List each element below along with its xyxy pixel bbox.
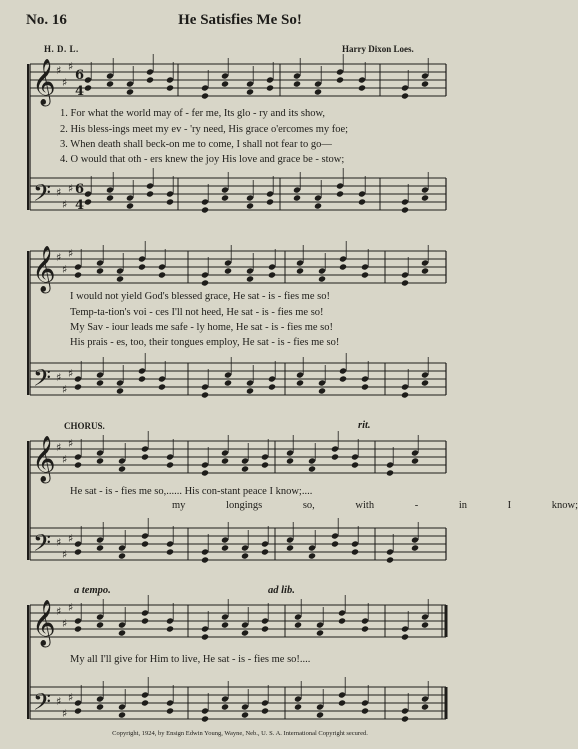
note-head xyxy=(201,469,209,476)
note-head xyxy=(166,198,174,205)
note-head xyxy=(246,275,254,282)
note-head xyxy=(318,275,326,282)
chorus-line-1-lower: my longings so, with - in I know; xyxy=(172,500,578,511)
sharp-sign: ♯ xyxy=(68,691,74,704)
note-head xyxy=(331,453,339,460)
note-head xyxy=(166,461,174,468)
treble-clef: 𝄞 xyxy=(32,246,56,292)
note-head xyxy=(84,84,92,91)
note-head xyxy=(316,711,324,718)
sharp-sign: ♯ xyxy=(68,60,74,73)
verse-line-2: 2. His bless-ings meet my ev - 'ry need, His grace o'ercomes my foe; xyxy=(60,124,349,135)
note-head xyxy=(74,625,82,632)
note-head xyxy=(361,383,369,390)
note-head xyxy=(201,556,209,563)
note-head xyxy=(96,544,104,551)
note-head xyxy=(74,271,82,278)
note-head xyxy=(361,707,369,714)
note-head xyxy=(336,190,344,197)
note-head xyxy=(246,88,254,95)
note-head xyxy=(338,699,346,706)
note-head xyxy=(339,375,347,382)
note-head xyxy=(318,387,326,394)
sharp-sign: ♯ xyxy=(56,186,62,199)
note-head xyxy=(421,194,429,201)
note-head xyxy=(241,465,249,472)
note-head xyxy=(421,703,429,710)
note-head xyxy=(401,633,409,640)
note-head xyxy=(221,544,229,551)
sharp-sign: ♯ xyxy=(68,601,74,614)
note-head xyxy=(116,275,124,282)
note-head xyxy=(401,391,409,398)
note-head xyxy=(358,198,366,205)
treble-clef: 𝄞 xyxy=(32,436,56,482)
note-head xyxy=(421,379,429,386)
note-head xyxy=(141,617,149,624)
note-head xyxy=(201,206,209,213)
note-head xyxy=(141,699,149,706)
chorus-line-1: He sat - is - fies me so,...... His con-stant peace I know;.... xyxy=(70,486,313,497)
note-head xyxy=(106,194,114,201)
hymn-number: No. 16 xyxy=(26,12,67,28)
note-head xyxy=(361,271,369,278)
note-head xyxy=(308,552,316,559)
note-head xyxy=(74,707,82,714)
note-head xyxy=(361,625,369,632)
note-head xyxy=(84,198,92,205)
time-signature: 6 xyxy=(75,182,85,197)
note-head xyxy=(74,548,82,555)
note-head xyxy=(146,76,154,83)
note-head xyxy=(141,453,149,460)
note-head xyxy=(286,457,294,464)
note-head xyxy=(201,633,209,640)
note-head xyxy=(221,621,229,628)
bass-clef: 𝄢 xyxy=(33,179,52,212)
note-head xyxy=(138,263,146,270)
copyright-notice: Copyright, 1924, by Ensign Edwin Young, Wayne, Neb., U. S. A. International Copyright secured. xyxy=(112,730,368,737)
note-head xyxy=(118,711,126,718)
refrain-line-2: Temp-ta-tion's voi - ces I'll not heed, He sat - is - fies me so! xyxy=(70,307,324,318)
rit-marking: rit. xyxy=(358,420,371,431)
sharp-sign: ♯ xyxy=(62,198,68,211)
note-head xyxy=(74,461,82,468)
note-head xyxy=(96,621,104,628)
time-signature: 6 xyxy=(75,68,85,83)
sharp-sign: ♯ xyxy=(62,453,68,466)
sharp-sign: ♯ xyxy=(68,367,74,380)
sharp-sign: ♯ xyxy=(56,536,62,549)
note-head xyxy=(293,80,301,87)
verse-line-4: 4. O would that oth - ers knew the joy His love and grace be - stow; xyxy=(60,154,345,165)
sharp-sign: ♯ xyxy=(56,695,62,708)
note-head xyxy=(166,84,174,91)
note-head xyxy=(116,387,124,394)
note-head xyxy=(351,548,359,555)
note-head xyxy=(166,707,174,714)
note-head xyxy=(316,629,324,636)
note-head xyxy=(158,383,166,390)
note-head xyxy=(221,80,229,87)
note-head xyxy=(221,703,229,710)
note-head xyxy=(266,84,274,91)
note-head xyxy=(293,194,301,201)
note-head xyxy=(286,544,294,551)
treble-clef: 𝄞 xyxy=(32,59,56,105)
sharp-sign: ♯ xyxy=(62,383,68,396)
note-head xyxy=(261,707,269,714)
note-head xyxy=(314,202,322,209)
note-head xyxy=(268,271,276,278)
note-head xyxy=(386,469,394,476)
sharp-sign: ♯ xyxy=(62,707,68,720)
bass-clef: 𝄢 xyxy=(33,688,52,721)
sharp-sign: ♯ xyxy=(56,441,62,454)
note-head xyxy=(158,271,166,278)
note-head xyxy=(386,556,394,563)
note-head xyxy=(118,629,126,636)
note-head xyxy=(268,383,276,390)
note-head xyxy=(421,267,429,274)
note-head xyxy=(106,80,114,87)
lyricist: H. D. L. xyxy=(44,44,79,54)
note-head xyxy=(96,267,104,274)
note-head xyxy=(201,92,209,99)
sharp-sign: ♯ xyxy=(62,76,68,89)
sharp-sign: ♯ xyxy=(68,532,74,545)
note-head xyxy=(411,457,419,464)
bass-clef: 𝄢 xyxy=(33,529,52,562)
note-head xyxy=(339,263,347,270)
sharp-sign: ♯ xyxy=(68,437,74,450)
note-head xyxy=(358,84,366,91)
note-head xyxy=(331,540,339,547)
note-head xyxy=(314,88,322,95)
sharp-sign: ♯ xyxy=(56,251,62,264)
chorus-line-2: My all I'll give for Him to live, He sat - is - fies me so!.... xyxy=(70,654,311,665)
note-head xyxy=(351,461,359,468)
note-head xyxy=(241,629,249,636)
note-head xyxy=(224,379,232,386)
note-head xyxy=(241,711,249,718)
time-signature: 4 xyxy=(75,198,85,213)
note-head xyxy=(96,457,104,464)
time-signature: 4 xyxy=(75,84,85,99)
sharp-sign: ♯ xyxy=(62,617,68,630)
note-head xyxy=(246,202,254,209)
note-head xyxy=(401,279,409,286)
sharp-sign: ♯ xyxy=(68,182,74,195)
note-head xyxy=(96,379,104,386)
chorus-label: CHORUS. xyxy=(64,421,105,431)
note-head xyxy=(201,279,209,286)
refrain-line-1: I would not yield God's blessed grace, He sat - is - fies me so! xyxy=(70,291,330,302)
note-head xyxy=(338,617,346,624)
note-head xyxy=(224,267,232,274)
sharp-sign: ♯ xyxy=(56,64,62,77)
note-head xyxy=(96,703,104,710)
note-head xyxy=(401,206,409,213)
sharp-sign: ♯ xyxy=(62,263,68,276)
hymn-title: He Satisfies Me So! xyxy=(178,12,302,28)
note-head xyxy=(201,715,209,722)
verse-line-1: 1. For what the world may of - fer me, Its glo - ry and its show, xyxy=(60,108,325,119)
a-tempo-marking: a tempo. xyxy=(74,585,111,596)
note-head xyxy=(126,88,134,95)
refrain-line-4: His prais - es, too, their tongues employ, He sat - is - fies me so! xyxy=(70,337,340,348)
note-head xyxy=(118,465,126,472)
note-head xyxy=(246,387,254,394)
note-head xyxy=(401,92,409,99)
composer: Harry Dixon Loes. xyxy=(342,44,414,54)
note-head xyxy=(221,194,229,201)
note-head xyxy=(166,548,174,555)
note-head xyxy=(421,80,429,87)
note-head xyxy=(421,621,429,628)
sharp-sign: ♯ xyxy=(62,548,68,561)
note-head xyxy=(74,383,82,390)
note-head xyxy=(294,703,302,710)
note-head xyxy=(296,267,304,274)
verse-line-3: 3. When death shall beck-on me to come, I shall not fear to go— xyxy=(60,139,332,150)
treble-clef: 𝄞 xyxy=(32,600,56,646)
note-head xyxy=(411,544,419,551)
note-head xyxy=(146,190,154,197)
note-head xyxy=(294,621,302,628)
note-head xyxy=(138,375,146,382)
refrain-line-3: My Sav - iour leads me safe - ly home, He sat - is - fies me so! xyxy=(70,322,334,333)
sharp-sign: ♯ xyxy=(68,247,74,260)
note-head xyxy=(141,540,149,547)
note-head xyxy=(118,552,126,559)
note-head xyxy=(296,379,304,386)
ad-lib-marking: ad lib. xyxy=(268,585,295,596)
note-head xyxy=(308,465,316,472)
sharp-sign: ♯ xyxy=(56,605,62,618)
note-head xyxy=(336,76,344,83)
note-head xyxy=(261,625,269,632)
note-head xyxy=(166,625,174,632)
note-head xyxy=(241,552,249,559)
bass-clef: 𝄢 xyxy=(33,364,52,397)
note-head xyxy=(266,198,274,205)
note-head xyxy=(261,548,269,555)
note-head xyxy=(221,457,229,464)
note-head xyxy=(126,202,134,209)
note-head xyxy=(261,461,269,468)
note-head xyxy=(401,715,409,722)
note-head xyxy=(201,391,209,398)
sharp-sign: ♯ xyxy=(56,371,62,384)
